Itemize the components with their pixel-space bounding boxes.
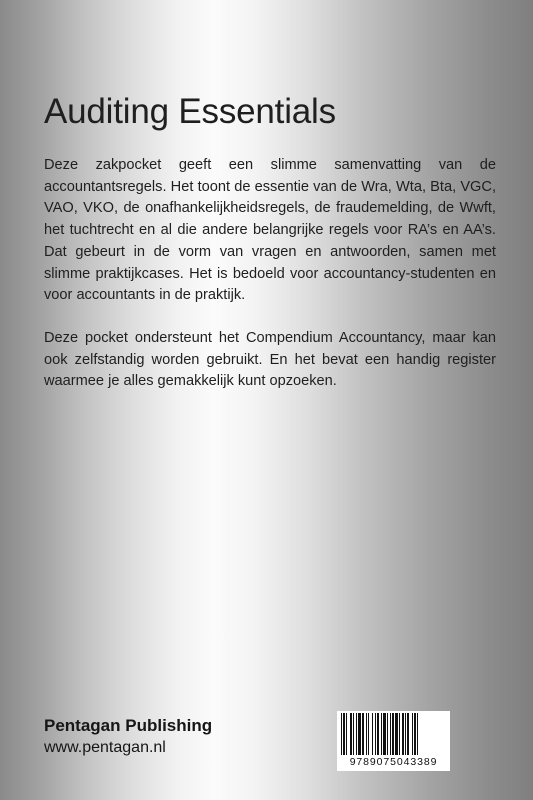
barcode-bars-graphic [340,713,447,755]
isbn-number: 9789075043389 [349,756,438,768]
book-title: Auditing Essentials [44,92,336,131]
blurb-paragraph-1: Deze zakpocket geeft een slimme samenvatting van de accountantsregels. Het toont de essentie van de Wra, Wta, Bta, VGC, VAO, VKO, de onafhankelijkheidsregels, de fraudemelding, de Wwft, het tuchtrecht en al die andere belangrijke regels voor RA’s en AA’s. Dat gebeurt in de vorm van vragen en antwoorden, samen met slimme praktijkcases. Het is bedoeld voor accountancy-studenten en voor accountants in de praktijk. [44,157,496,304]
blurb-paragraph-2: Deze pocket ondersteunt het Compendium Accountancy, maar kan ook zelfstandig worden gebruikt. En het bevat een handig register waarmee je alles gemakkelijk kunt opzoeken. [44,330,496,390]
publisher-website: www.pentagan.nl [44,739,166,756]
publisher-name: Pentagan Publishing [44,716,213,735]
isbn-barcode [337,711,450,771]
